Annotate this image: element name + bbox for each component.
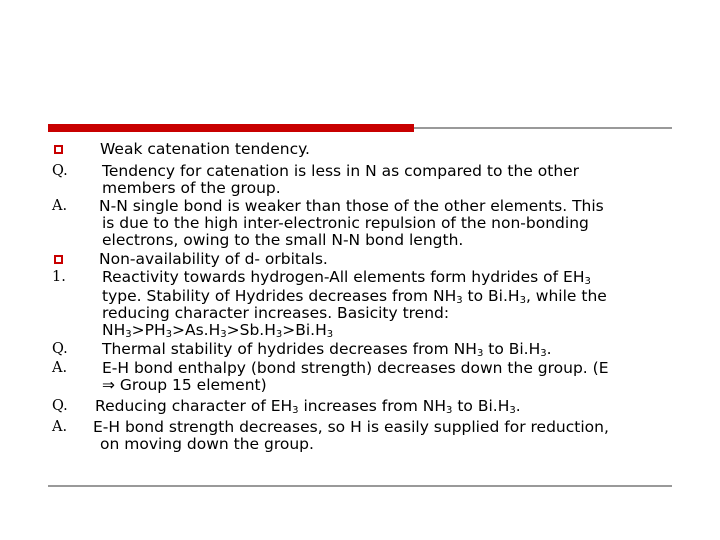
row-marker: Q. [52, 163, 68, 179]
row-marker: A. [52, 198, 68, 214]
subscript: 3 [275, 329, 283, 340]
subscript: 3 [125, 329, 132, 340]
row-text: Reactivity towards hydrogen-All elements form hydrides of $EH_3$ [102, 268, 591, 287]
subscript: 3 [165, 329, 172, 340]
row-text: members of the group. [102, 179, 281, 197]
row-marker: A. [52, 360, 68, 376]
bullet-square-icon [54, 255, 63, 264]
row-text: N-N single bond is weaker than those of the other elements. This [99, 197, 604, 215]
subscript: 3 [326, 329, 334, 340]
row-text: electrons, owing to the small N-N bond length. [102, 231, 464, 249]
row-text: on moving down the group. [100, 435, 314, 453]
row-text: is due to the high inter-electronic repulsion of the non-bonding [102, 214, 589, 232]
row-marker: 1. [52, 269, 66, 285]
subscript: 3 [519, 295, 526, 306]
row-marker: Q. [52, 398, 68, 414]
row-text: E-H bond strength decreases, so H is easily supplied for reduction, [93, 418, 609, 436]
subscript: 3 [476, 348, 484, 359]
row-text: Tendency for catenation is less in N as compared to the other [102, 162, 580, 180]
row-text: E-H bond enthalpy (bond strength) decreases down the group. (E [102, 359, 609, 377]
row-text: type. Stability of Hydrides decreases from $NH_3$ to $Bi.H_3$, while the [102, 287, 607, 306]
subscript: 3 [509, 405, 516, 416]
row-text: Thermal stability of hydrides decreases from $NH_3$ to $Bi.H_3$. [102, 340, 552, 359]
row-marker: Q. [52, 341, 68, 357]
subscript: 3 [220, 329, 227, 340]
row-text: Non-availability of d- orbitals. [99, 250, 328, 268]
bullet-square-icon [54, 145, 63, 154]
row-text: ⇒ Group 15 element) [102, 376, 267, 394]
row-text: Weak catenation tendency. [100, 140, 310, 158]
row-marker: A. [52, 419, 68, 435]
subscript: 3 [456, 295, 463, 306]
row-text: Reducing character of $EH_3$ increases from $NH_3$ to $Bi.H_3$. [95, 397, 521, 416]
subscript: 3 [540, 348, 547, 359]
subscript: 3 [584, 276, 591, 287]
row-text: $NH_3>PH_3>As.H_3>Sb.H_3>Bi.H_3$ [102, 321, 334, 340]
subscript: 3 [446, 405, 453, 416]
subscript: 3 [292, 405, 299, 416]
row-text: reducing character increases. Basicity trend: [102, 304, 450, 322]
